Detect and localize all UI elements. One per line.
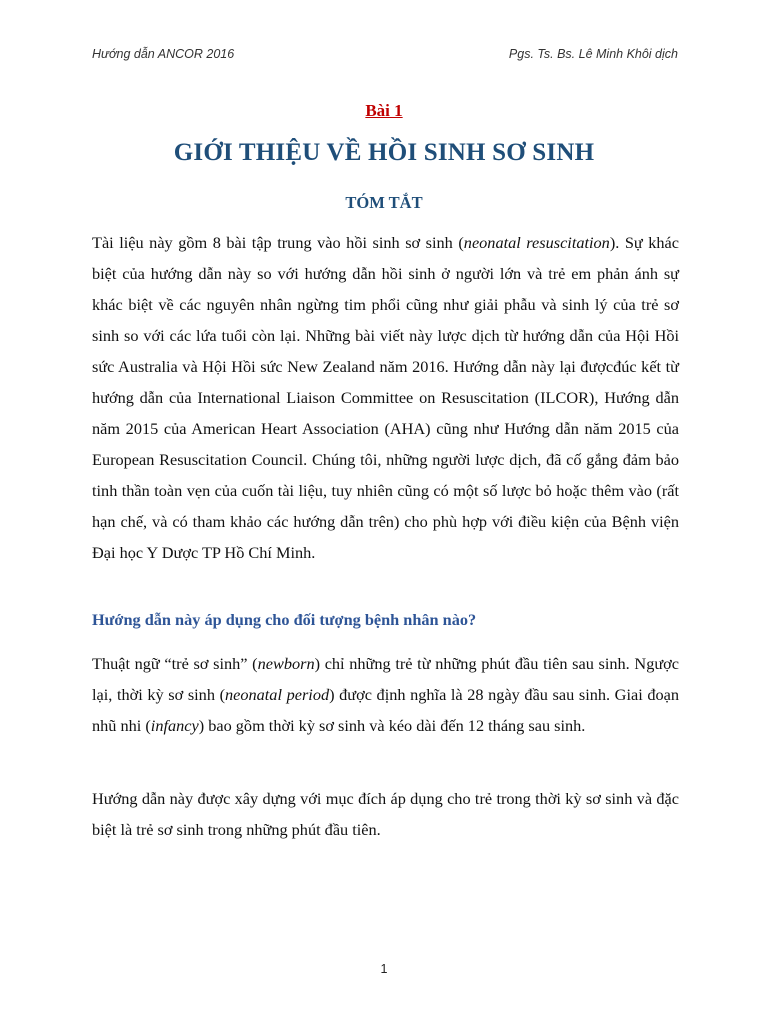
page-number: 1 — [380, 962, 388, 976]
definition-text-3: ) được định nghĩa là 28 ngày đầu sau sinh. Giai đoạn nhũ nhi ( — [92, 685, 679, 735]
intro-paragraph — [92, 227, 679, 568]
definition-term-1: newborn — [257, 654, 315, 673]
definition-term-2: neonatal period — [225, 685, 330, 704]
definition-text-2: ) chỉ những trẻ từ những phút đầu tiên sau sinh. Ngược lại, thời kỳ sơ sinh ( — [92, 654, 679, 704]
definition-term-3: infancy — [150, 716, 199, 735]
summary-heading: TÓM TẮT — [345, 193, 423, 212]
lesson-label: Bài 1 — [365, 101, 403, 120]
intro-text-2: ). Sự khác biệt của hướng dẫn này so với hướng dẫn hồi sinh ở người lớn và trẻ em phản ánh sự khác biệt về các nguyên nhân ngừng tim phổi cũng như giải phẫu và sinh lý của trẻ sơ sinh so với các lứa tuổi còn lại. Những bài viết này lược dịch từ hướng dẫn của Hội Hồi sức Australia và Hội Hồi sức New Zealand năm 2016. Hướng dẫn này lại đượcđúc kết từ hướng dẫn của International Liaison Committee on Resuscitation (ILCOR), Hướng dẫn năm 2015 của American Heart Association (AHA) cũng như Hướng dẫn năm 2015 của European Resuscitation Council. Chúng tôi, những người lược dịch, đã cố gắng đảm bảo tinh thần toàn vẹn của cuốn tài liệu, tuy nhiên cũng có một số lược bỏ hoặc thêm vào (rất hạn chế, và có tham khảo các hướng dẫn trên) cho phù hợp với điều kiện của Bệnh viện Đại học Y Dược TP Hồ Chí Minh. — [92, 233, 680, 562]
intro-term-1: neonatal resuscitation — [463, 233, 610, 252]
scope-paragraph: Hướng dẫn này được xây dựng với mục đích áp dụng cho trẻ trong thời kỳ sơ sinh và đặc biệt là trẻ sơ sinh trong những phút đầu tiên. — [92, 789, 679, 839]
header-right-text: Pgs. Ts. Bs. Lê Minh Khôi dịch — [508, 47, 678, 61]
section-heading: Hướng dẫn này áp dụng cho đối tượng bệnh nhân nào? — [92, 610, 477, 629]
definition-paragraph — [92, 648, 679, 741]
definition-text-1: Thuật ngữ “trẻ sơ sinh” ( — [92, 654, 258, 673]
page-header — [92, 47, 678, 65]
page-title: GIỚI THIỆU VỀ HỒI SINH SƠ SINH — [173, 139, 595, 166]
definition-text-4: ) bao gồm thời kỳ sơ sinh và kéo dài đến 12 tháng sau sinh. — [198, 716, 586, 735]
header-left-text: Hướng dẫn ANCOR 2016 — [92, 47, 235, 61]
intro-text-1: Tài liệu này gồm 8 bài tập trung vào hồi sinh sơ sinh ( — [92, 233, 464, 252]
